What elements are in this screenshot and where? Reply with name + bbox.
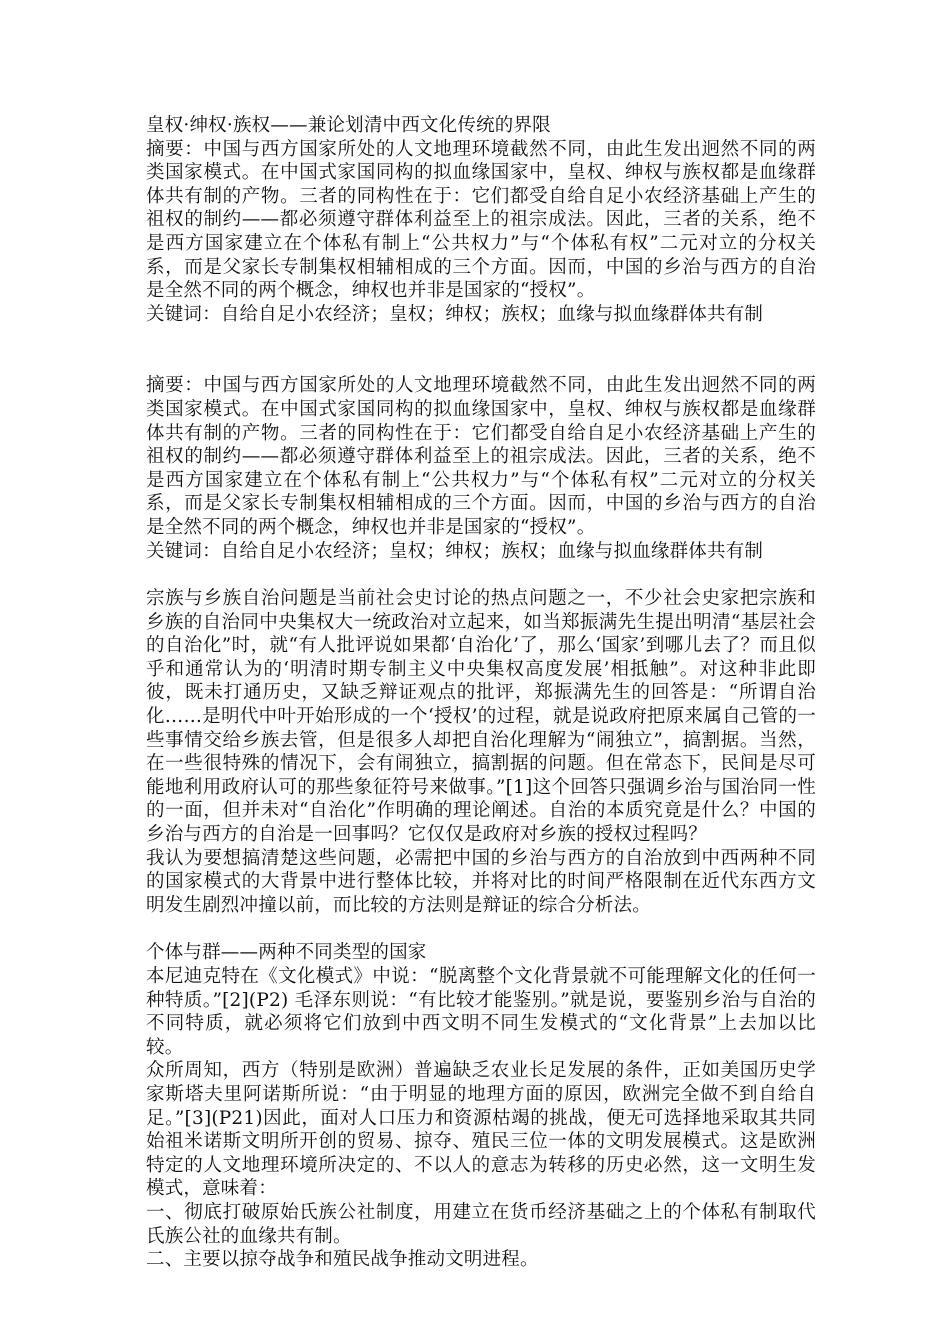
keywords-line-repeat: 关键词：自给自足小农经济；皇权；绅权；族权；血缘与拟血缘群体共有制 <box>146 540 764 562</box>
list-point: 一、彻底打破原始氏族公社制度，用建立在货币经济基础之上的个体私有制取代氏族公社的血缘共有制。 <box>146 1201 816 1247</box>
document-title: 皇权·绅权·族权——兼论划清中西文化传统的界限 <box>146 115 551 136</box>
body-paragraph: 宗族与乡族自治问题是当前社会史讨论的热点问题之一，不少社会史家把宗族和乡族的自治同中央集权大一统政治对立起来，如当郑振满先生提出明清“基层社会的自治化”时，就“有人批评说如果都‘自治化’了，那么‘国家’到哪儿去了？而且似乎和通常认为的‘明清时期专制主义中央集权高度发展’相抵触”。对这种非此即彼，既未打通历史，又缺乏辩证观点的批评，郑振满先生的回答是：“所谓自治化……是明代中叶开始形成的一个‘授权’的过程，就是说政府把原来属自己管的一些事情交给乡族去管，但是很多人却把自治化理解为“闹独立”，搞割据。当然，在一些很特殊的情况下，会有闹独立，搞割据的问题。但在常态下，民间是尽可能地利用政府认可的那些象征符号来做事。”[1]这个回答只强调乡治与国治同一性的一面，但并未对“自治化”作明确的理论阐述。自治的本质究竟是什么？中国的乡治与西方的自治是一回事吗？它仅仅是政府对乡族的授权过程吗？ <box>146 588 816 846</box>
list-point: 二、主要以掠夺战争和殖民战争推动文明进程。 <box>146 1249 539 1271</box>
spacer <box>146 917 816 941</box>
spacer <box>146 326 816 374</box>
document-page <box>146 114 816 1272</box>
body-paragraph: 我认为要想搞清楚这些问题，必需把中国的乡治与西方的自治放到中西两种不同的国家模式的大背景中进行整体比较，并将对比的时间严格限制在近代东西方文明发生剧烈冲撞以前，而比较的方法则是辩证的综合分析法。 <box>146 847 816 916</box>
body-paragraph: 众所周知，西方（特别是欧洲）普遍缺乏农业长足发展的条件，正如美国历史学家斯塔夫里阿诺斯所说：“由于明显的地理方面的原因，欧洲完全做不到自给自足。”[3](P21)因此，面对人口压力和资源枯竭的挑战，便无可选择地采取其共同始祖米诺斯文明所开创的贸易、掠夺、殖民三位一体的文明发展模式。这是欧洲特定的人文地理环境所决定的、不以人的意志为转移的历史必然，这一文明生发模式，意味着： <box>146 1060 816 1200</box>
body-paragraph: 本尼迪克特在《文化模式》中说：“脱离整个文化背景就不可能理解文化的任何一种特质。”[2](P2) 毛泽东则说：“有比较才能鉴别。”就是说，要鉴别乡治与自治的不同特质，就必须将它们放到中西文明不同生发模式的“文化背景”上去加以比较。 <box>146 966 816 1058</box>
abstract-paragraph: 摘要：中国与西方国家所处的人文地理环境截然不同，由此生发出迥然不同的两类国家模式。在中国式家国同构的拟血缘国家中，皇权、绅权与族权都是血缘群体共有制的产物。三者的同构性在于：它们都受自给自足小农经济基础上产生的祖权的制约——都必须遵守群体利益至上的祖宗成法。因此，三者的关系，绝不是西方国家建立在个体私有制上“公共权力”与“个体私有权”二元对立的分权关系，而是父家长专制集权相辅相成的三个方面。因而，中国的乡治与西方的自治是全然不同的两个概念，绅权也并非是国家的“授权”。 <box>146 138 816 302</box>
section-heading: 个体与群——两种不同类型的国家 <box>146 942 427 964</box>
keywords-line: 关键词：自给自足小农经济；皇权；绅权；族权；血缘与拟血缘群体共有制 <box>146 303 764 325</box>
spacer <box>146 563 816 587</box>
abstract-paragraph-repeat: 摘要：中国与西方国家所处的人文地理环境截然不同，由此生发出迥然不同的两类国家模式。在中国式家国同构的拟血缘国家中，皇权、绅权与族权都是血缘群体共有制的产物。三者的同构性在于：它们都受自给自足小农经济基础上产生的祖权的制约——都必须遵守群体利益至上的祖宗成法。因此，三者的关系，绝不是西方国家建立在个体私有制上“公共权力”与“个体私有权”二元对立的分权关系，而是父家长专制集权相辅相成的三个方面。因而，中国的乡治与西方的自治是全然不同的两个概念，绅权也并非是国家的“授权”。 <box>146 375 816 538</box>
